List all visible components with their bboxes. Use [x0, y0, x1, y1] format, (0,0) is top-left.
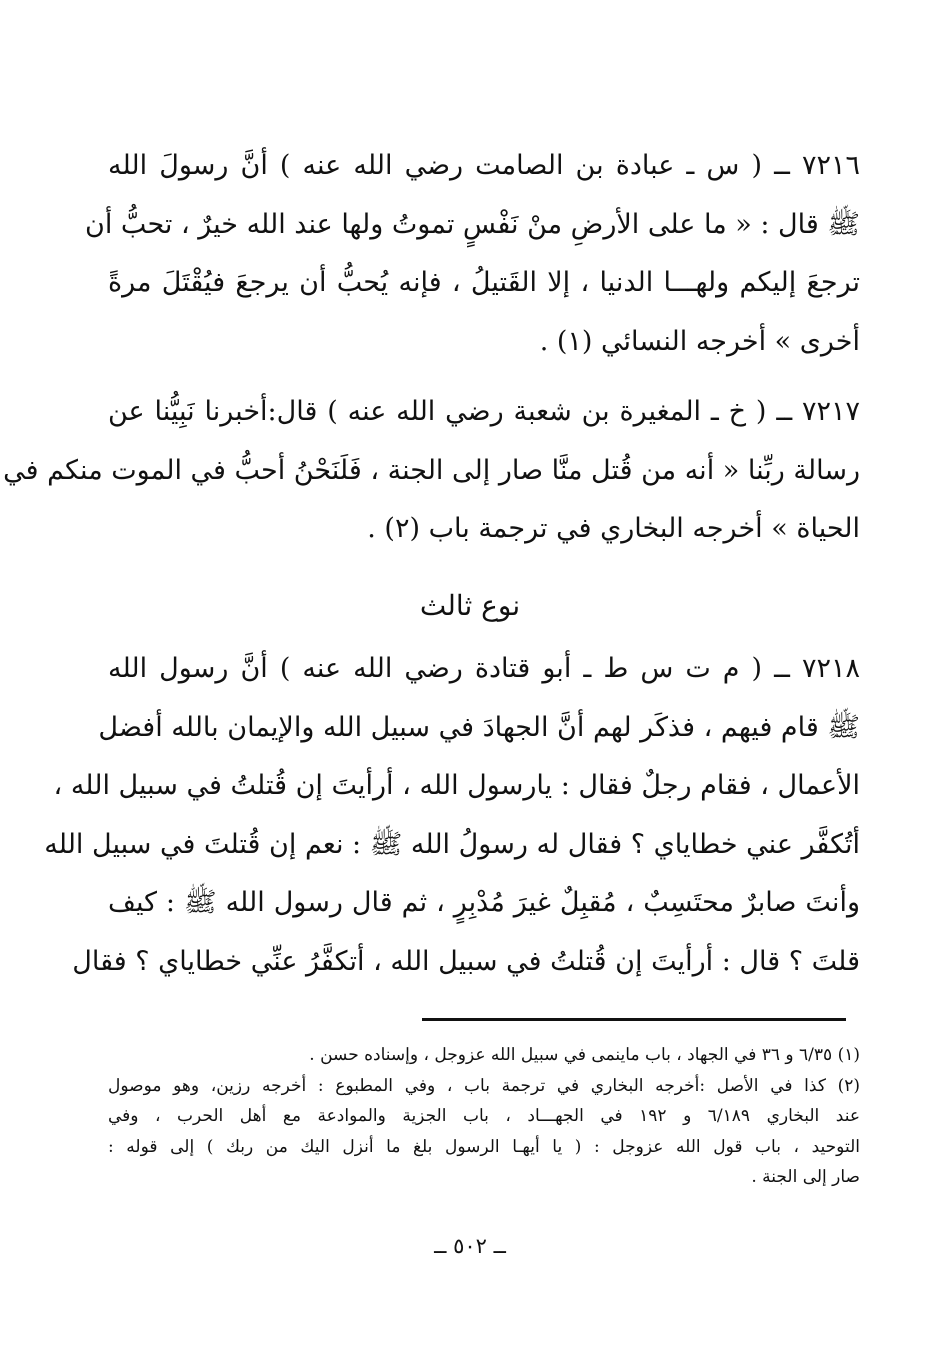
text-line: ٧٢١٨ ــ ( م ت س ط ـ أبو قتادة رضي الله عنه ) أنَّ رسول الله	[108, 653, 860, 684]
section-heading: نوع ثالث	[419, 589, 521, 622]
text-line: ترجعَ إليكم ولهـــا الدنيا ، إلا القَتيلُ ، فإنه يُحبُّ أن يرجعَ فيُقْتَلَ مرةً	[108, 267, 860, 298]
footnote-line: (٢) كذا في الأصل :أخرجه البخاري في ترجمة باب ، وفي المطبوع : أخرجه رزين، وهو موصول	[108, 1075, 860, 1096]
footnote-line: صار إلى الجنة .	[751, 1167, 860, 1187]
text-line: ٧٢١٦ ــ ( س ـ عبادة بن الصامت رضي الله عنه ) أنَّ رسولَ الله	[108, 150, 860, 181]
text-line: ٧٢١٧ ــ ( خ ـ المغيرة بن شعبة رضي الله عنه ) قال:أخبرنا نَبِيُّنا عن	[108, 396, 860, 427]
page-number: ــ ٥٠٢ ــ	[434, 1234, 506, 1258]
text-line: ﷺ قام فيهم ، فذكَر لهم أنَّ الجهادَ في سبيل الله والإيمان بالله أفضل	[98, 711, 860, 743]
hadith-7216	[85, 137, 860, 371]
hadith-7218	[44, 640, 860, 991]
text-line: أخرى » أخرجه النسائي (١) .	[539, 325, 860, 357]
footnote-divider	[422, 1018, 846, 1021]
text-line: الحياة » أخرجه البخاري في ترجمة باب (٢) .	[367, 513, 860, 544]
text-line: ﷺ قال : « ما على الأرضِ منْ نَفْسٍ تموتُ ولها عند الله خيرٌ ، تحبُّ أن	[85, 208, 860, 240]
text-line: الأعمال ، فقام رجلٌ فقال : يارسول الله ، أرأيتَ إن قُتلتُ في سبيل الله ،	[53, 770, 860, 801]
text-line: أتُكفَّر عني خطاياي ؟ فقال له رسولُ الله ﷺ : نعم إن قُتلتَ في سبيل الله	[44, 828, 860, 860]
footnote-line: (١) ٦/٣٥ و ٣٦ في الجهاد ، باب ماينمى في سبيل الله عزوجل ، وإسناده حسن .	[309, 1045, 860, 1065]
text-line: رسالة ربِّنا « أنه من قُتل منَّا صار إلى الجنة ، فَلَنَحْنُ أحبُّ في الموت منكم في	[3, 454, 860, 486]
text-line: وأنتَ صابرٌ محتَسِبٌ ، مُقبِلٌ غيرَ مُدْبِرٍ ، ثم قال رسول الله ﷺ : كيف	[108, 887, 860, 918]
footnote-line: التوحيد ، باب قول الله عزوجل : ( يا أيهـا الرسول بلغ ما أنزل اليك من ربك ) إلى قوله :	[108, 1136, 860, 1157]
footnotes	[108, 1040, 860, 1193]
hadith-7217	[3, 383, 860, 559]
text-line: قلتَ ؟ قال : أرأيتَ إن قُتلتُ في سبيل الله ، أتكفَّرُ عنِّي خطاياي ؟ فقال	[72, 945, 860, 977]
footnote-line: عند البخاري ٦/١٨٩ و ١٩٢ في الجهـــاد ، باب الجزية والموادعة مع أهل الحرب ، وفي	[108, 1106, 860, 1126]
